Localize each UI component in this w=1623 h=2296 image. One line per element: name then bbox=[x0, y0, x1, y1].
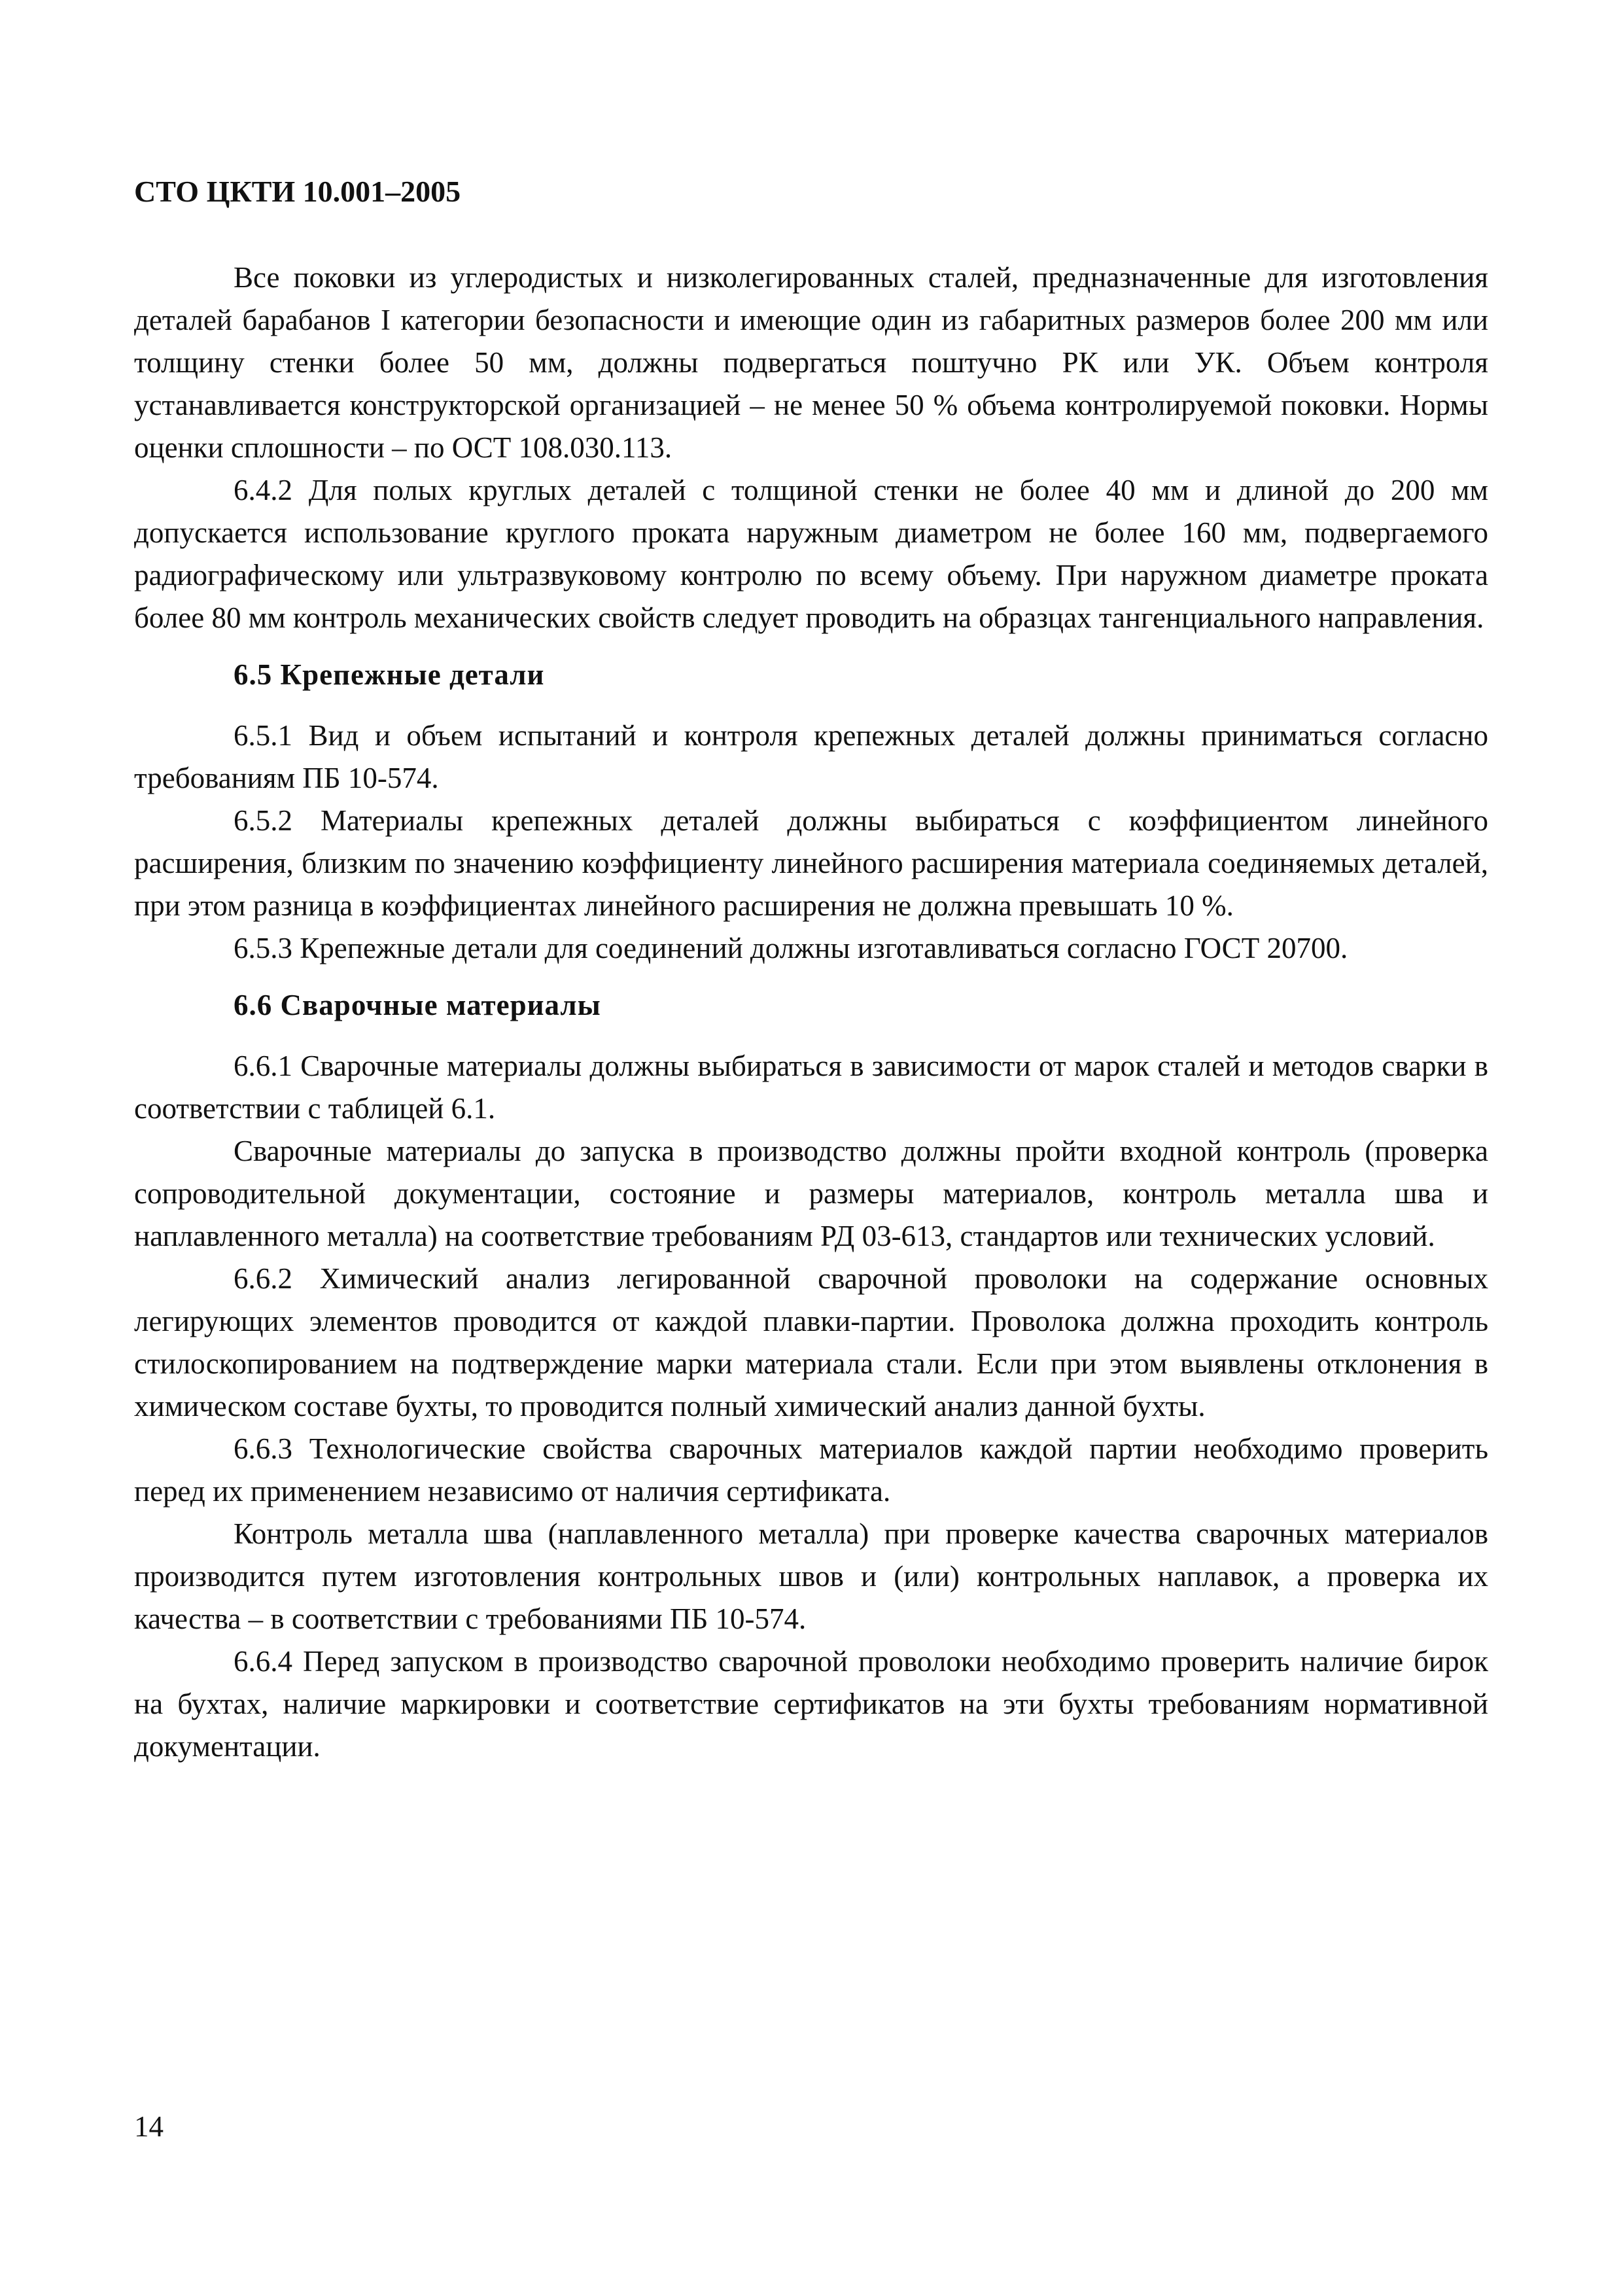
section-heading-6-5: 6.5 Крепежные детали bbox=[234, 658, 545, 691]
paragraph-6-4-2: 6.4.2 Для полых круглых деталей с толщиной стенки не более 40 мм и длиной до 200 мм допускается использование круглого проката наружным диаметром не более 160 мм, подвергаемого радиографическому или ультразвуковому контролю по всему объему. При наружном диаметре проката более 80 мм контроль механических свойств следует проводить на образцах тангенциального направления. bbox=[134, 474, 1488, 634]
paragraph-6-6-1: 6.6.1 Сварочные материалы должны выбираться в зависимости от марок сталей и методов сварки в соответствии с таблицей 6.1. bbox=[134, 1050, 1488, 1125]
page-number: 14 bbox=[134, 2110, 164, 2143]
paragraph-6-6-3-weld-control: Контроль металла шва (наплавленного металла) при проверке качества сварочных материалов производится путем изготовления контрольных швов и (или) контрольных наплавок, а проверка их качества – в соответствии с требованиями ПБ 10-574. bbox=[134, 1517, 1488, 1635]
document-code-header: СТО ЦКТИ 10.001–2005 bbox=[134, 175, 461, 208]
paragraph-6-6-2: 6.6.2 Химический анализ легированной сварочной проволоки на содержание основных легирующих элементов проводится от каждой плавки-партии. Проволока должна проходить контроль стилоскопированием на подтверждение марки материала стали. Если при этом выявлены отклонения в химическом составе бухты, то проводится полный химический анализ данной бухты. bbox=[134, 1262, 1488, 1422]
paragraph-6-6-4: 6.6.4 Перед запуском в производство сварочной проволоки необходимо проверить наличие бирок на бухтах, наличие маркировки и соответствие сертификатов на эти бухты требованиям нормативной документации. bbox=[134, 1645, 1488, 1763]
paragraph-6-5-2: 6.5.2 Материалы крепежных деталей должны выбираться с коэффициентом линейного расширения, близким по значению коэффициенту линейного расширения материала соединяемых деталей, при этом разница в коэффициентах линейного расширения не должна превышать 10 %. bbox=[134, 804, 1488, 922]
paragraph-forgings: Все поковки из углеродистых и низколегированных сталей, предназначенные для изготовления деталей барабанов I категории безопасности и имеющие один из габаритных размеров более 200 мм или толщину стенки более 50 мм, должны подвергаться поштучно РК или УК. Объем контроля устанавливается конструкторской организацией – не менее 50 % объема контролируемой поковки. Нормы оценки сплошности – по ОСТ 108.030.113. bbox=[134, 261, 1488, 464]
paragraph-6-5-3: 6.5.3 Крепежные детали для соединений должны изготавливаться согласно ГОСТ 20700. bbox=[234, 932, 1348, 964]
document-body bbox=[134, 256, 1488, 1768]
paragraph-6-6-3: 6.6.3 Технологические свойства сварочных материалов каждой партии необходимо проверить перед их применением независимо от наличия сертификата. bbox=[134, 1432, 1488, 1508]
paragraph-6-6-1-incoming-control: Сварочные материалы до запуска в производство должны пройти входной контроль (проверка сопроводительной документации, состояние и размеры материалов, контроль металла шва и наплавленного металла) на соответствие требованиям РД 03-613, стандартов или технических условий. bbox=[134, 1135, 1488, 1252]
section-heading-6-6: 6.6 Сварочные материалы bbox=[234, 989, 601, 1021]
paragraph-6-5-1: 6.5.1 Вид и объем испытаний и контроля крепежных деталей должны приниматься согласно требованиям ПБ 10-574. bbox=[134, 719, 1488, 794]
